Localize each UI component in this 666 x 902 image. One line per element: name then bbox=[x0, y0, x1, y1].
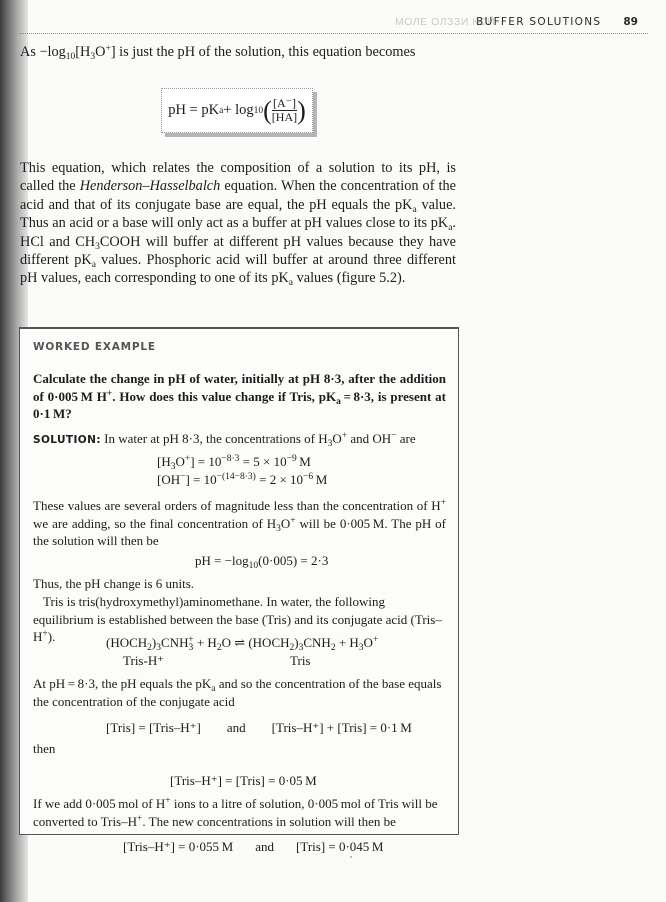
page-number: 89 bbox=[623, 16, 638, 28]
solution-intro: SOLUTION: In water at pH 8·3, the concentrations of $H_3O^+$ and OH− are bbox=[33, 431, 416, 449]
solution-label: SOLUTION: bbox=[33, 434, 101, 446]
intro-sentence: $As -\log_{10}[H_3O^+]$ is just the pH of the solution, this equation becomes bbox=[20, 44, 416, 62]
chapter-title: BUFFER SOLUTIONS bbox=[476, 16, 602, 28]
bleed-through-header: МОЛЕ ОЛЗЗИ КОЙ bbox=[395, 16, 496, 28]
equation-oh: $[OH^-] = 10^{-(14-8\cdot 3)} = 2 \times 10^{-6}$ M bbox=[157, 472, 328, 487]
henderson-hasselbalch-equation: pH = pK a + log 10 ( $\frac{[A^-]}{[HA]}$ ) bbox=[161, 88, 313, 133]
worked-example-title: WORKED EXAMPLE bbox=[33, 341, 156, 353]
equal-concentration-text: At pH = 8·3, the pH equals the $pK_a$ and so the concentration of the base equals the concentration of the conjugate acid bbox=[33, 676, 442, 709]
worked-example-question: Calculate the change in pH of water, initially at pH 8·3, after the addition of 0·005 M H+. How does this value change if Tris, $pK_a = 8\cdot 3$, is present at 0·1 M? bbox=[33, 371, 446, 421]
left-paren: ( bbox=[263, 95, 272, 125]
header-rule bbox=[20, 33, 648, 34]
scan-speck bbox=[350, 856, 352, 858]
explanation-magnitude: These values are several orders of magnitude less than the concentration of H+ we are adding, so the final concentration of $H_3O^+$ will be 0·005 M. The pH of the solution will then be bbox=[33, 498, 446, 548]
label-tris-h: Tris-H⁺ bbox=[123, 653, 165, 668]
ph-change-statement: Thus, the pH change is 6 units. bbox=[33, 576, 195, 591]
equation-h3o: $[H_3O^+] = 10^{-8\cdot 3} = 5 \times 10^{-9}$ M bbox=[157, 454, 311, 472]
then-word: then bbox=[33, 741, 56, 756]
paragraph-henderson: This equation, which relates the composition of a solution to its pH, is called the Henderson–Hasselbalch equation. When the concentration of the acid and that of its conjugate base are equal, the pH equals the $pK_a$ value. Thus an acid or a base will only act as a buffer at pH values close to its $pK_a$. HCl and $CH_3COOH$ will buffer at different pH values because they have different $pK_a$ values. Phosphoric acid will buffer at around three different pH values, each corresponding to one of its $pK_a$ values (figure 5.2). bbox=[20, 160, 456, 289]
right-paren: ) bbox=[297, 95, 306, 125]
tris-description: Tris is tris(hydroxymethyl)aminomethane. In water, the following equilibrium is established between the base (Tris) and its conjugate acid (Tris–H+). bbox=[33, 594, 442, 644]
label-tris: Tris bbox=[290, 653, 311, 668]
equation-ph: pH = $-\log_{10}(0\cdot 005) = 2\cdot 3$ bbox=[195, 553, 329, 571]
worked-example-box bbox=[19, 327, 459, 854]
fraction: $\frac{[A^-]}{[HA]}$ bbox=[271, 96, 298, 124]
tris-equilibrium-equation: $(HOCH_2)_3CNH_3^+ + H_2O$ ⇌ $(HOCH_2)_3CNH_2 + H_3O^+$ bbox=[106, 635, 379, 653]
equation-new-concentrations: [Tris–H⁺] = 0·055 M and [Tris] = 0·045 M bbox=[123, 839, 384, 854]
equation-tris-concentration: [Tris–H⁺] = [Tris] = 0·05 M bbox=[170, 773, 317, 788]
running-head bbox=[476, 12, 638, 32]
equation-tris-equal: [Tris] = [Tris–H⁺] and [Tris–H⁺] + [Tris] = 0·1 M bbox=[106, 720, 412, 735]
addition-explanation: If we add 0·005 mol of H+ ions to a litre of solution, 0·005 mol of Tris will be converted to Tris–H+. The new concentrations in solution will then be bbox=[33, 796, 438, 829]
